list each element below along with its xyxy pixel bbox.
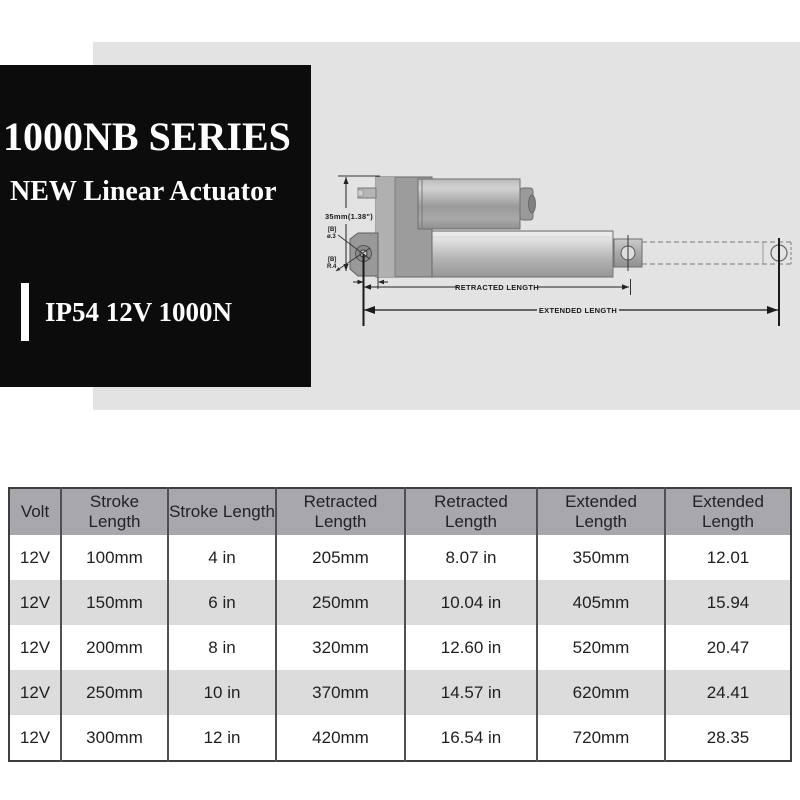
- table-cell: 520mm: [537, 625, 665, 670]
- table-row: [9, 535, 791, 580]
- table-cell: 12.60 in: [405, 625, 537, 670]
- dimension-extended: [364, 306, 778, 315]
- table-cell: 320mm: [276, 625, 405, 670]
- table-cell: 620mm: [537, 670, 665, 715]
- product-spec: IP54 12V 1000N: [45, 296, 233, 327]
- header-extended-in: Extended Length: [665, 488, 791, 535]
- table-cell: 12 in: [168, 715, 276, 761]
- table-cell: 28.35: [665, 715, 791, 761]
- table-cell: 6 in: [168, 580, 276, 625]
- product-subtitle: NEW Linear Actuator: [10, 176, 277, 207]
- actuator-diagram: [325, 158, 800, 343]
- dimension-retracted: [364, 283, 629, 292]
- table-cell: 24.41: [665, 670, 791, 715]
- accent-bar: [21, 283, 29, 341]
- motor-shaft-stub: [358, 188, 376, 198]
- table-cell: 420mm: [276, 715, 405, 761]
- table-cell: 10 in: [168, 670, 276, 715]
- table-cell: 150mm: [61, 580, 168, 625]
- motor-cylinder: [418, 179, 536, 229]
- header-extended-mm: Extended Length: [537, 488, 665, 535]
- product-series-title: 1000NB SERIES: [3, 114, 291, 159]
- table-cell: 300mm: [61, 715, 168, 761]
- table-cell: 200mm: [61, 625, 168, 670]
- hole-ref-top-value: ø.3: [327, 234, 336, 240]
- table-cell: 12V: [9, 580, 61, 625]
- table-cell: 100mm: [61, 535, 168, 580]
- table-cell: 350mm: [537, 535, 665, 580]
- header-stroke-in: Stroke Length: [168, 488, 276, 535]
- table-cell: 14.57 in: [405, 670, 537, 715]
- table-cell: 16.54 in: [405, 715, 537, 761]
- table-cell: 10.04 in: [405, 580, 537, 625]
- table-cell: 12V: [9, 715, 61, 761]
- header-stroke-mm: Stroke Length: [61, 488, 168, 535]
- hole-ref-bottom-value: R.4: [327, 264, 337, 270]
- hole-ref-bottom-bracket: [B]: [328, 257, 337, 263]
- table-header-row: [9, 488, 791, 535]
- table-cell: 12V: [9, 670, 61, 715]
- hole-ref-top-bracket: [B]: [328, 227, 337, 233]
- table-cell: 370mm: [276, 670, 405, 715]
- header-retracted-in: Retracted Length: [405, 488, 537, 535]
- table-cell: 720mm: [537, 715, 665, 761]
- table-row: [9, 715, 791, 761]
- table-cell: 4 in: [168, 535, 276, 580]
- spec-row: [21, 283, 232, 341]
- table-cell: 8.07 in: [405, 535, 537, 580]
- table-cell: 12.01: [665, 535, 791, 580]
- product-banner: [0, 65, 311, 387]
- table-cell: 250mm: [276, 580, 405, 625]
- rod-end-retracted: [614, 235, 642, 271]
- header-retracted-mm: Retracted Length: [276, 488, 405, 535]
- table-row: [9, 670, 791, 715]
- table-cell: 12V: [9, 535, 61, 580]
- table-cell: 8 in: [168, 625, 276, 670]
- actuator-outer-tube: [425, 231, 613, 277]
- table-row: [9, 625, 791, 670]
- table-cell: 405mm: [537, 580, 665, 625]
- header-volt: Volt: [9, 488, 61, 535]
- table-cell: 205mm: [276, 535, 405, 580]
- table-row: [9, 580, 791, 625]
- table-cell: 250mm: [61, 670, 168, 715]
- retracted-length-label: RETRACTED LENGTH: [455, 283, 539, 292]
- extended-length-label: EXTENDED LENGTH: [538, 306, 618, 315]
- height-dimension-label: 35mm(1.38"): [325, 212, 374, 221]
- table-cell: 15.94: [665, 580, 791, 625]
- spec-table: [8, 487, 792, 762]
- table-cell: 12V: [9, 625, 61, 670]
- table-cell: 20.47: [665, 625, 791, 670]
- dimension-offset: [353, 280, 388, 284]
